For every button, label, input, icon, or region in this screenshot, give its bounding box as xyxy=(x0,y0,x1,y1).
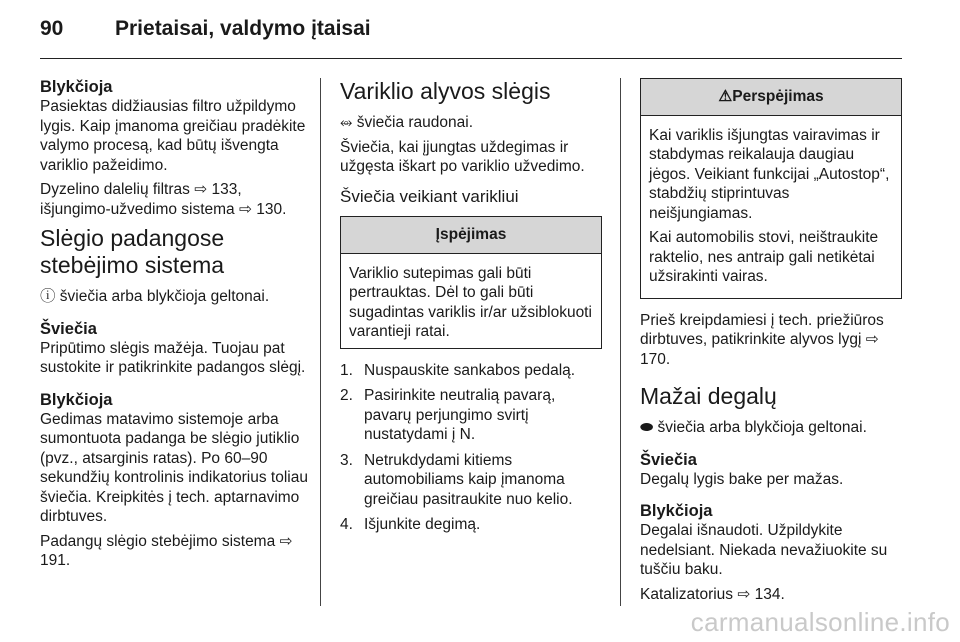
list-item xyxy=(340,361,602,381)
cross-reference-tpms: Padangų slėgio stebėjimo sistema ⇨ 191. xyxy=(40,532,293,569)
paragraph-fuel-indicator: ⬬ šviečia arba blykčioja geltonai. xyxy=(640,419,867,436)
step-text: Išjunkite degimą. xyxy=(364,516,481,533)
paragraph-oil-indicator: ⥈ šviečia raudonai. xyxy=(340,114,474,131)
section-heading-running: Šviečia veikiant varikliui xyxy=(340,186,519,206)
list-item xyxy=(340,386,602,445)
notice-box xyxy=(340,216,602,349)
section-heading-fuel-blink: Blykčioja xyxy=(640,502,713,520)
paragraph-check-oil: Prieš kreipdamiesi į tech. priežiūros dirbtuves, patikrinkite alyvos lygį ⇨ 170. xyxy=(640,311,884,368)
warning-title: ⚠Perspėjimas xyxy=(641,79,901,116)
paragraph-tpms-indicator: ⓘ šviečia arba blykčioja geltonai. xyxy=(40,288,270,305)
section-heading-blink: Blykčioja xyxy=(40,78,113,96)
step-number: 2. xyxy=(340,387,353,404)
section-title-tpms: Slėgio padangose stebėjimo sistema xyxy=(40,225,225,278)
paragraph-oil-lit: Šviečia, kai įjungtas uždegimas ir užgęsta iškart po variklio užvedimo. xyxy=(340,138,585,175)
warning-box xyxy=(640,78,902,299)
page-header xyxy=(0,0,960,62)
column-2 xyxy=(340,78,602,541)
section-title-low-fuel: Mažai degalų xyxy=(640,383,777,409)
cross-reference-catalyst: Katalizatorius ⇨ 134. xyxy=(640,585,785,603)
watermark: carmanualsonline.info xyxy=(690,607,950,637)
paragraph-fuel-low: Degalų lygis bake per mažas. xyxy=(640,470,844,488)
step-number: 4. xyxy=(340,516,353,533)
warning-body xyxy=(641,116,901,298)
column-1 xyxy=(40,78,308,576)
step-text: Pasirinkite neutralią pavarą, pavarų perjungimo svirtį nustatydami į N. xyxy=(364,387,556,443)
page-title: Prietaisai, valdymo įtaisai xyxy=(115,17,371,40)
section-title-oil-pressure: Variklio alyvos slėgis xyxy=(340,78,551,104)
steps-list xyxy=(340,361,602,535)
warning-text-1: Kai variklis išjungtas vairavimas ir stabdymas reikalauja daugiau jėgos. Veikiant funkcijai „Autostop“, stabdžių stiprintuvas neišjungiamas. xyxy=(649,126,890,222)
cross-reference-dpf: Dyzelino dalelių filtras ⇨ 133, išjungimo-užvedimo sistema ⇨ 130. xyxy=(40,181,287,218)
header-rule xyxy=(40,58,902,59)
list-item xyxy=(340,451,602,510)
notice-title: Įspėjimas xyxy=(341,217,601,254)
paragraph-fuel-empty: Degalai išnaudoti. Užpildykite nedelsiant. Niekada nevažiuokite su tuščiu baku. xyxy=(640,522,888,578)
step-text: Netrukdydami kitiems automobiliams kaip įmanoma greičiau pasitraukite nuo kelio. xyxy=(364,451,573,508)
step-number: 1. xyxy=(340,361,353,379)
column-3 xyxy=(640,78,902,609)
column-divider-1 xyxy=(320,78,321,606)
paragraph-pressure-drop: Pripūtimo slėgis mažėja. Tuojau pat sustokite ir patikrinkite padangos slėgį. xyxy=(40,339,306,376)
paragraph-filter-level: Pasiektas didžiausias filtro užpildymo lygis. Kaip įmanoma greičiau pradėkite valymo procesą, kad būtų išvengta variklio pažeidimo. xyxy=(40,98,306,174)
paragraph-measurement-fault: Gedimas matavimo sistemoje arba sumontuota padanga be slėgio jutiklio (pvz., atsarginis ratas). Po 60–90 sekundžių kontrolinis indikatorius toliau šviečia. Kreipkitės į tech. aptarnavimo dirbtuves. xyxy=(40,410,308,525)
step-text: Nuspauskite sankabos pedalą. xyxy=(364,361,576,379)
column-divider-2 xyxy=(620,78,621,606)
list-item xyxy=(340,515,602,535)
section-heading-lit: Šviečia xyxy=(40,319,97,338)
notice-text: Variklio sutepimas gali būti pertrauktas. Dėl to gali būti sugadintas variklis ir/ar užsiblokuoti varantieji ratai. xyxy=(349,264,592,340)
step-number: 3. xyxy=(340,451,353,469)
warning-text-2: Kai automobilis stovi, neištraukite raktelio, nes antraip gali netikėtai užsirakinti vairas. xyxy=(649,229,879,285)
section-heading-blink-2: Blykčioja xyxy=(40,390,113,409)
page-number: 90 xyxy=(40,17,64,40)
section-heading-fuel-lit: Šviečia xyxy=(640,450,697,469)
